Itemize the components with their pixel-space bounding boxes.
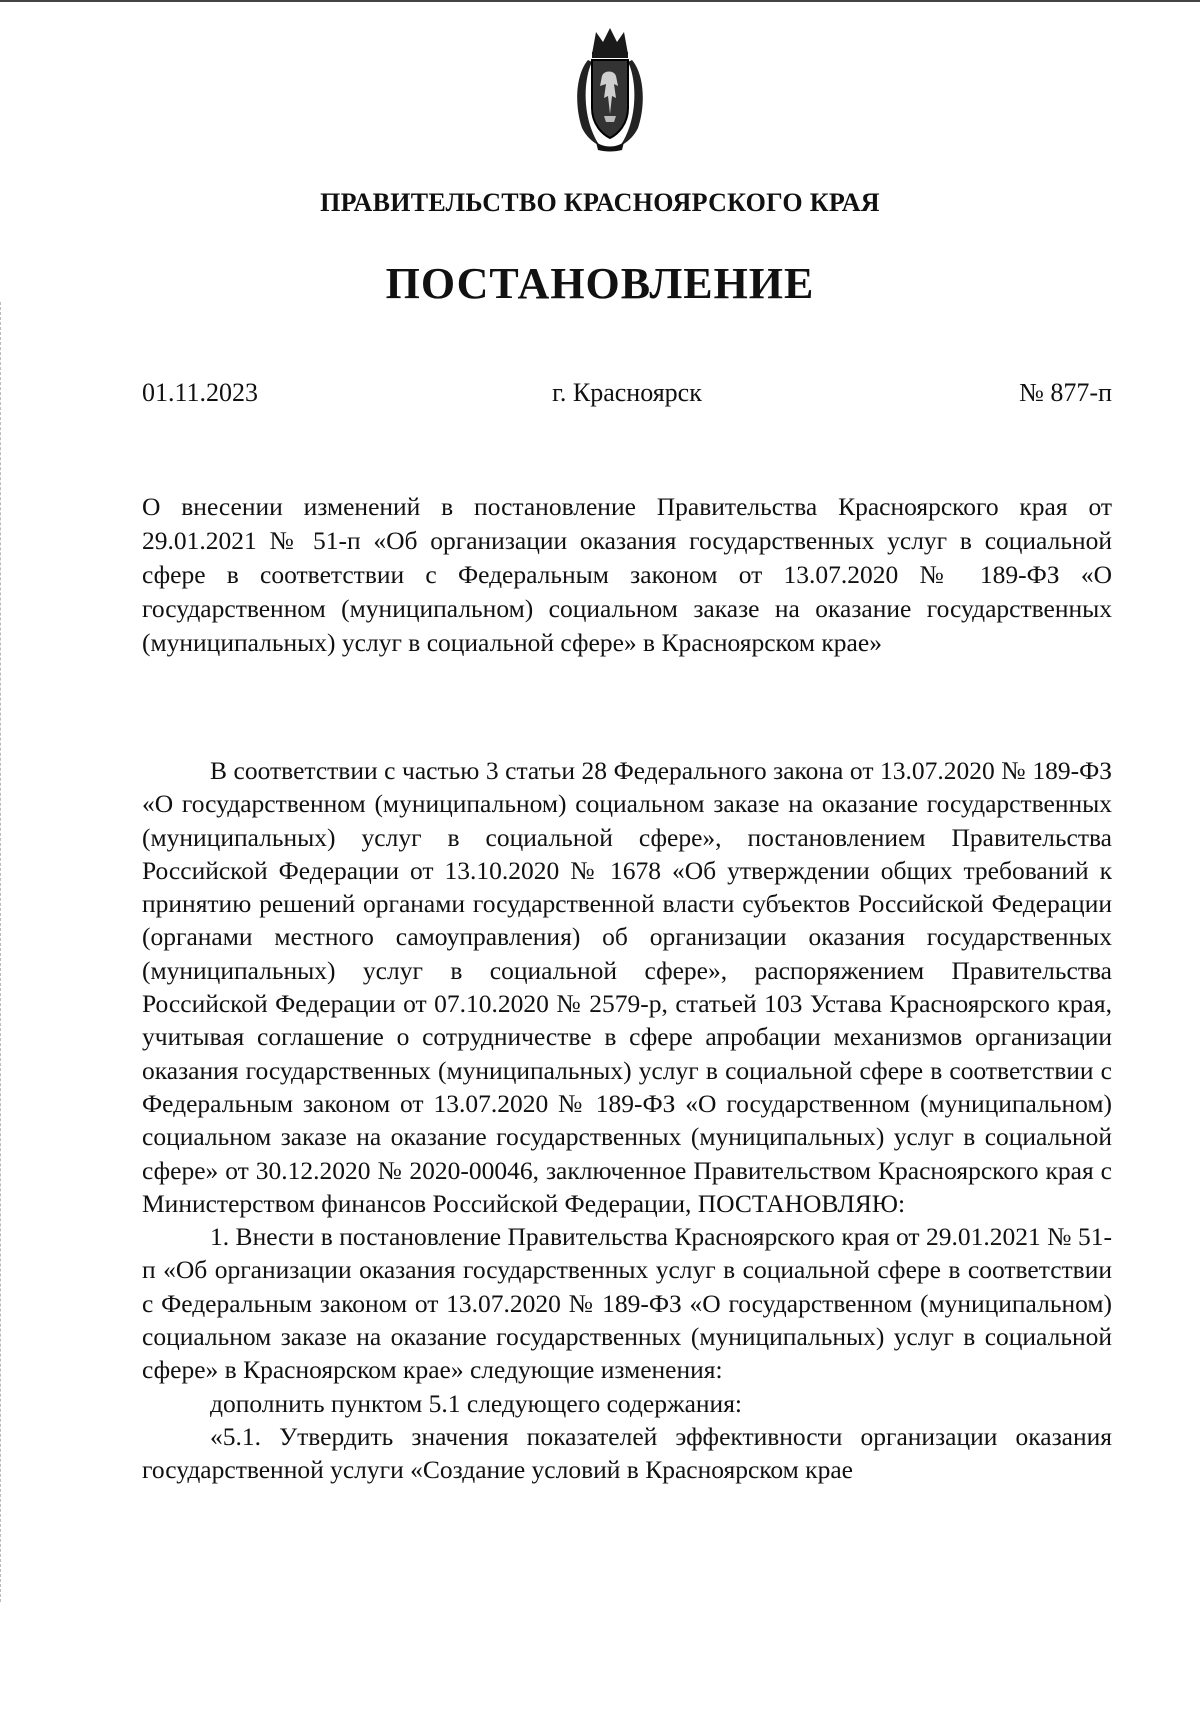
document-meta-row [142, 378, 1112, 408]
document-type-heading: ПОСТАНОВЛЕНИЕ [385, 259, 815, 308]
krasnoyarsk-coat-of-arms-icon [570, 24, 650, 152]
document-subject: О внесении изменений в постановление Правительства Красноярского края от 29.01.2021 № 51-п «Об организации оказания государственных услуг в социальной сфере в соответствии с Федеральным законом от 13.07.2020 № 189-ФЗ «О государственном (муниципальном) социальном заказе на оказание государственных (муниципальных) услуг в социальной сфере» в Красноярском крае» [142, 492, 1112, 657]
scan-edge-marks [0, 302, 4, 1602]
document-body [142, 754, 1112, 1487]
body-paragraph: «5.1. Утвердить значения показателей эффективности организации оказания государственной услуги «Создание условий в Красноярском крае [142, 1421, 1112, 1485]
body-paragraph: В соответствии с частью 3 статьи 28 Федерального закона от 13.07.2020 № 189-ФЗ «О государственном (муниципальном) социальном заказе на оказание государственных (муниципальных) услуг в социальной сфере», постановлением Правительства Российской Федерации от 13.10.2020 № 1678 «Об утверждении общих требований к принятию решений органами государственной власти субъектов Российской Федерации (органами местного самоуправления) об организации оказания государственных (муниципальных) услуг в социальной сфере», распоряжением Правительства Российской Федерации от 07.10.2020 № 2579-р, статьей 103 Устава Красноярского края, учитывая соглашение о сотрудничестве в сфере апробации механизмов организации оказания государственных (муниципальных) услуг в социальной сфере в соответствии с Федеральным законом от 13.07.2020 № 189-ФЗ «О государственном (муниципальном) социальном заказе на оказание государственных (муниципальных) услуг в социальной сфере» от 30.12.2020 № 2020-00046, заключенное Правительством Красноярского края с Министерством финансов Российской Федерации, ПОСТАНОВЛЯЮ: [142, 756, 1112, 1218]
government-title: ПРАВИТЕЛЬСТВО КРАСНОЯРСКОГО КРАЯ [320, 188, 880, 217]
body-paragraph: 1. Внести в постановление Правительства Красноярского края от 29.01.2021 № 51-п «Об организации оказания государственных услуг в социальной сфере в соответствии с Федеральным законом от 13.07.2020 № 189-ФЗ «О государственном (муниципальном) социальном заказе на оказание государственных (муниципальных) услуг в социальной сфере» в Красноярском крае» следующие изменения: [142, 1222, 1112, 1385]
document-number: № 877-п [1019, 378, 1112, 407]
document-date: 01.11.2023 [142, 378, 259, 407]
body-paragraph: дополнить пунктом 5.1 следующего содержания: [210, 1388, 743, 1418]
document-city: г. Красноярск [552, 378, 702, 407]
